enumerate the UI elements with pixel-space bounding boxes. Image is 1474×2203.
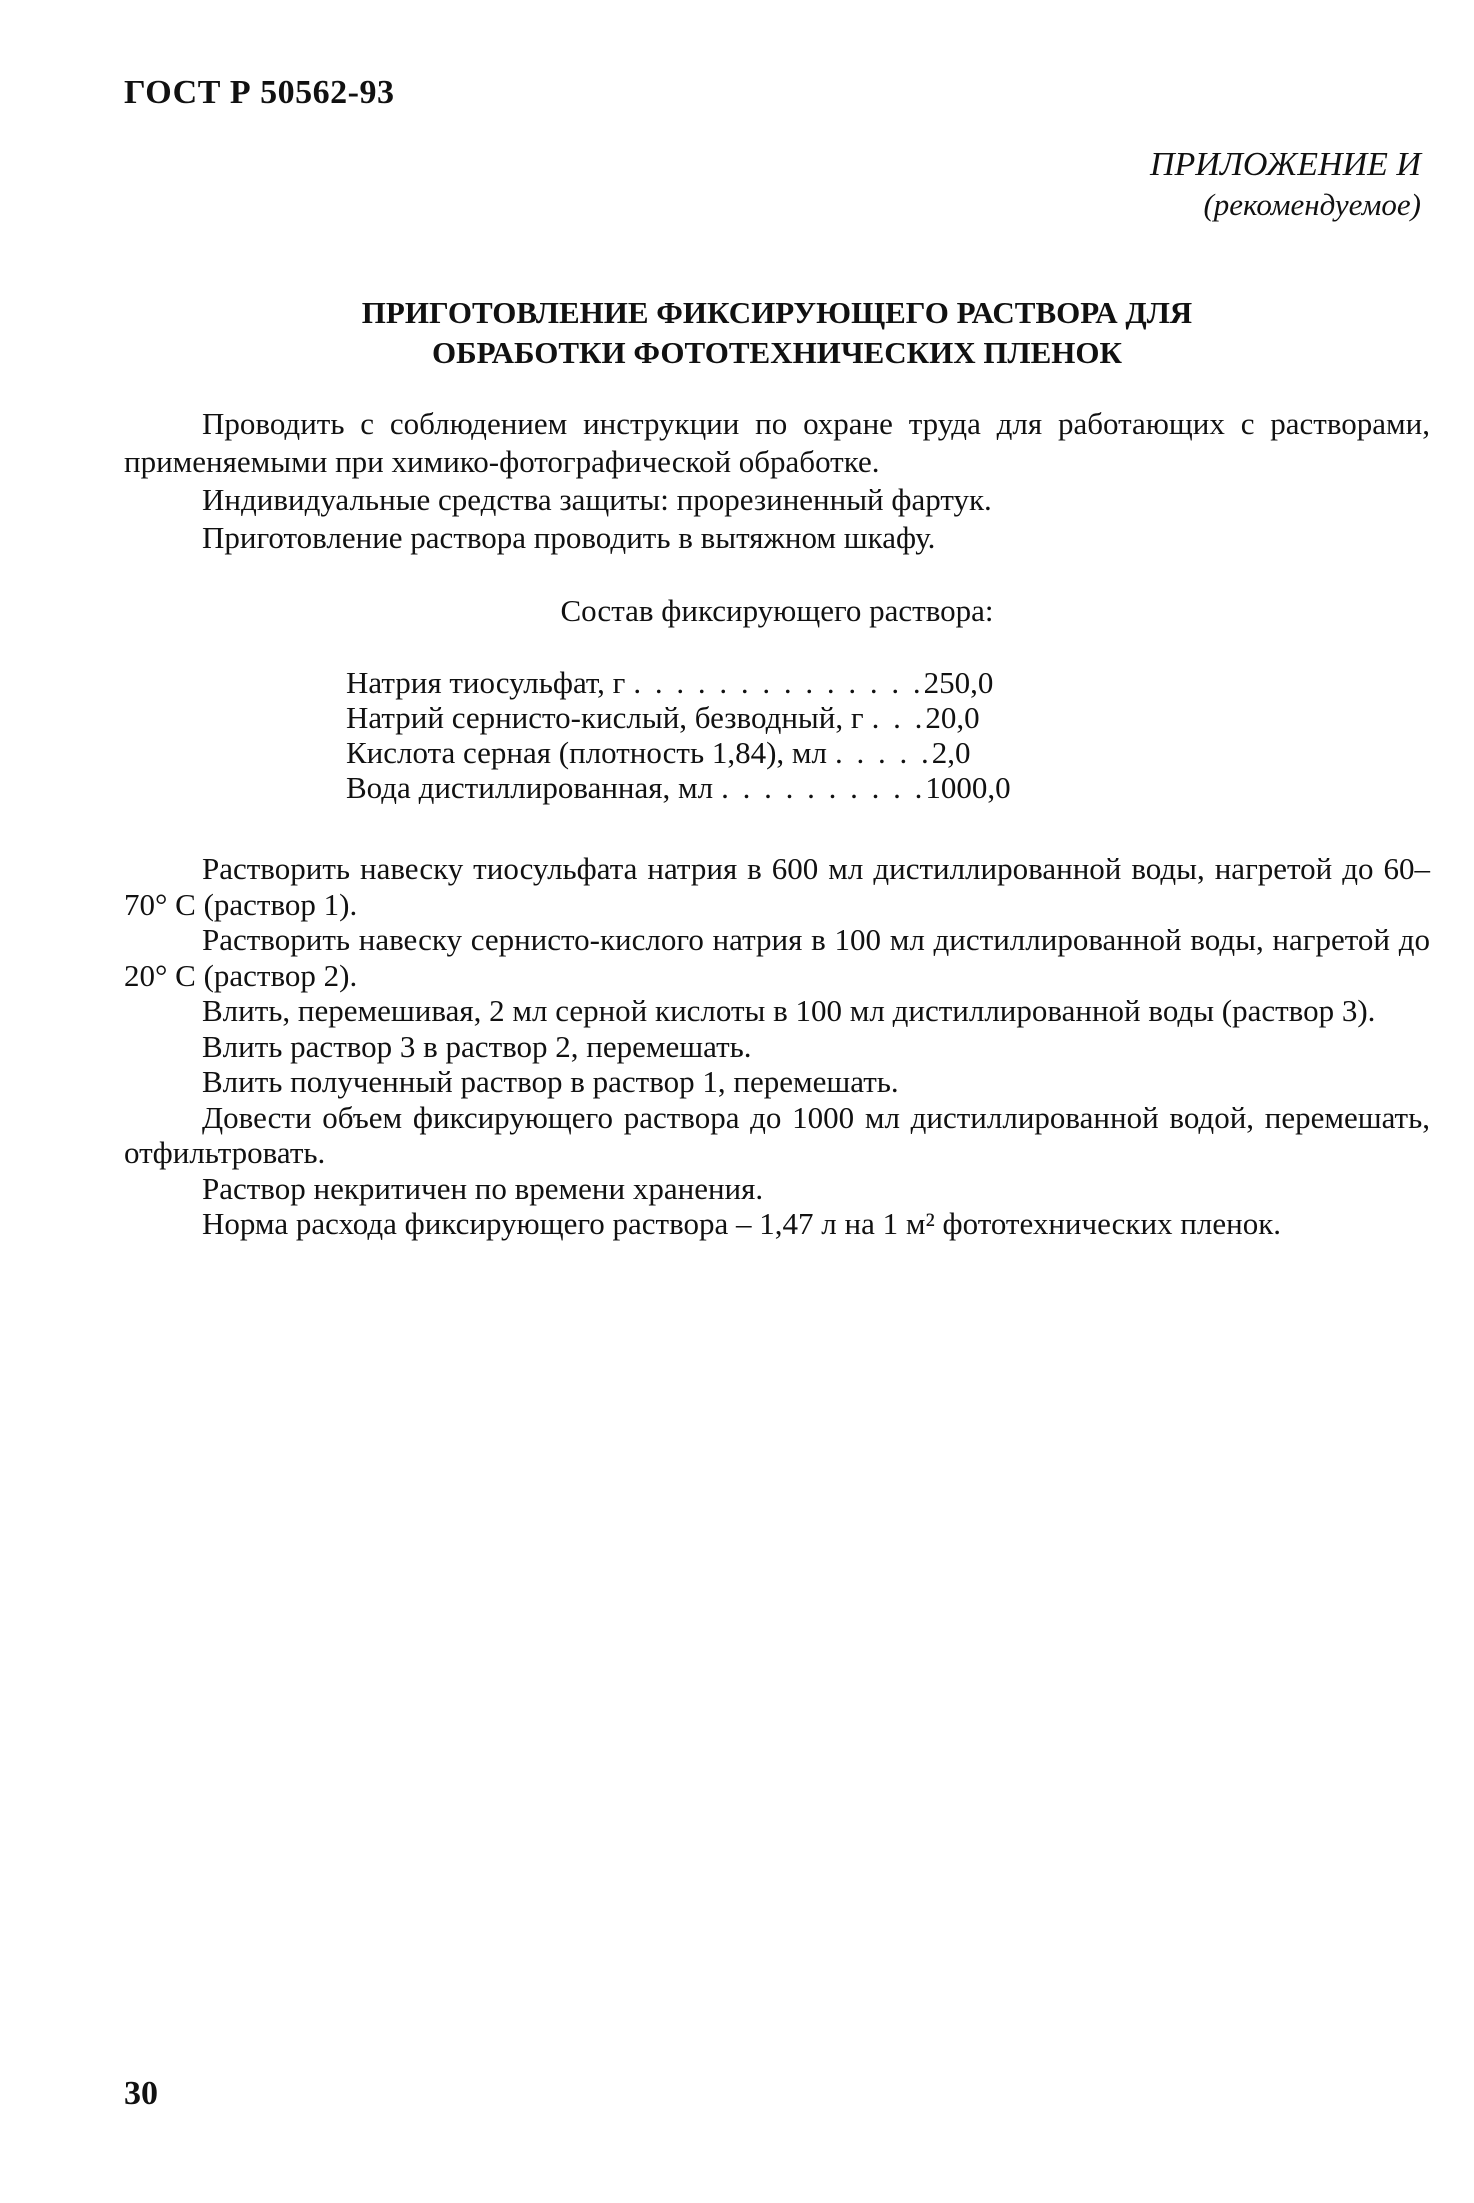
ingredient-row (346, 735, 1011, 770)
dot-leader: . . . . . . . . . . (721, 770, 926, 805)
ingredient-value: 2,0 (931, 735, 971, 770)
ingredient-list (346, 665, 1011, 805)
title-line-2: ОБРАБОТКИ ФОТОТЕХНИЧЕСКИХ ПЛЕНОК (432, 335, 1122, 370)
page-title (124, 293, 1430, 373)
ingredient-row (346, 770, 1011, 805)
step-paragraph: Растворить навеску сернисто-кислого натрия в 100 мл дистиллированной воды, нагретой до 20° С (раствор 2). (124, 922, 1430, 993)
dot-leader: . . . . . . . . . . . . . . (633, 665, 924, 700)
intro-paragraph: Индивидуальные средства защиты: прорезиненный фартук. (202, 482, 992, 517)
composition-heading: Состав фиксирующего раствора: (560, 593, 994, 628)
step-paragraph: Раствор некритичен по времени хранения. (202, 1170, 764, 1206)
ingredient-row (346, 700, 1011, 735)
step-paragraph: Влить полученный раствор в раствор 1, перемешать. (202, 1064, 899, 1099)
appendix-label (1150, 145, 1421, 225)
preparation-steps (124, 851, 1430, 1242)
appendix-title: ПРИЛОЖЕНИЕ И (1149, 146, 1421, 183)
document-code: ГОСТ Р 50562-93 (124, 74, 395, 111)
ingredient-row (346, 665, 1011, 700)
appendix-note: (рекомендуемое) (1203, 187, 1421, 222)
step-paragraph: Норма расхода фиксирующего раствора – 1,47 л на 1 м² фототехнических пленок. (202, 1206, 1282, 1241)
intro-paragraph: Приготовление раствора проводить в вытяжном шкафу. (202, 520, 936, 555)
step-paragraph: Довести объем фиксирующего раствора до 1000 мл дистиллированной водой, перемешать, отфильтровать. (124, 1099, 1430, 1170)
dot-leader: . . . . . (835, 735, 932, 770)
title-line-1: ПРИГОТОВЛЕНИЕ ФИКСИРУЮЩЕГО РАСТВОРА ДЛЯ (361, 295, 1193, 330)
ingredient-value: 250,0 (923, 665, 994, 700)
intro-section (124, 405, 1430, 557)
ingredient-name: Кислота серная (плотность 1,84), мл (346, 735, 828, 770)
ingredient-name: Вода дистиллированная, мл (346, 770, 714, 805)
ingredient-name: Натрий сернисто-кислый, безводный, г (346, 700, 864, 735)
step-paragraph: Влить раствор 3 в раствор 2, перемешать. (202, 1028, 752, 1064)
ingredient-value: 20,0 (925, 700, 980, 735)
step-paragraph: Растворить навеску тиосульфата натрия в 600 мл дистиллированной воды, нагретой до 60–70° С (раствор 1). (124, 851, 1430, 922)
page-number: 30 (124, 2075, 158, 2112)
intro-paragraph: Проводить с соблюдением инструкции по охране труда для работающих с растворами, применяемыми при химико-фотографической обработке. (124, 406, 1430, 479)
dot-leader: . . . (871, 700, 926, 735)
ingredient-value: 1000,0 (925, 770, 1011, 805)
ingredient-name: Натрия тиосульфат, г (346, 665, 626, 700)
step-paragraph: Влить, перемешивая, 2 мл серной кислоты в 100 мл дистиллированной воды (раствор 3). (202, 993, 1376, 1028)
